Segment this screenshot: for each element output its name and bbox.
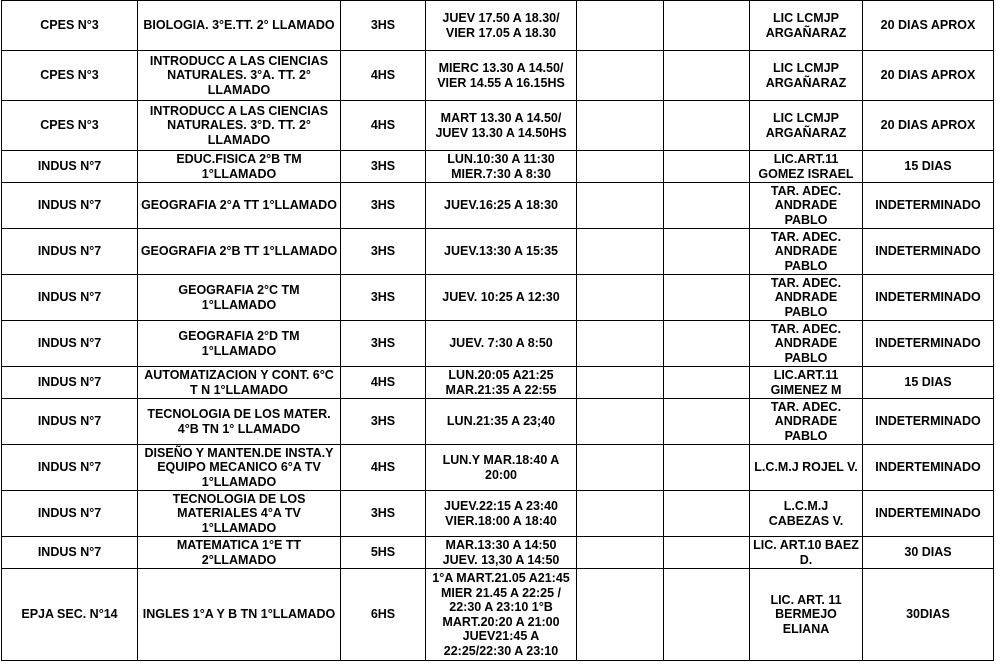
- cell-empty-b: [664, 51, 750, 101]
- cell-hours: 3HS: [341, 151, 426, 183]
- table-row: [2, 151, 994, 183]
- cell-leave: LIC. ART. 11 BERMEJO ELIANA: [750, 569, 863, 661]
- cell-empty-b: [664, 275, 750, 321]
- cell-empty-a: [577, 367, 664, 399]
- cell-institution: CPES N°3: [2, 51, 138, 101]
- cell-schedule: JUEV. 10:25 A 12:30: [426, 275, 577, 321]
- cell-institution: INDUS N°7: [2, 321, 138, 367]
- cell-hours: 6HS: [341, 569, 426, 661]
- cell-duration: INDETERMINADO: [863, 183, 994, 229]
- cell-subject: TECNOLOGIA DE LOS MATER. 4°B TN 1° LLAMADO: [138, 399, 341, 445]
- table-body: [2, 1, 994, 661]
- cell-hours: 3HS: [341, 399, 426, 445]
- cell-institution: INDUS N°7: [2, 537, 138, 569]
- table-row: [2, 1, 994, 51]
- table-row: [2, 229, 994, 275]
- cell-empty-a: [577, 491, 664, 537]
- cell-subject: AUTOMATIZACION Y CONT. 6°C T N 1°LLAMADO: [138, 367, 341, 399]
- cell-duration: 20 DIAS APROX: [863, 51, 994, 101]
- cell-duration: 15 DIAS: [863, 151, 994, 183]
- table-row: [2, 569, 994, 661]
- cell-schedule: MAR.13:30 A 14:50 JUEV. 13,30 A 14:50: [426, 537, 577, 569]
- cell-empty-b: [664, 537, 750, 569]
- cell-leave: TAR. ADEC. ANDRADE PABLO: [750, 183, 863, 229]
- cell-leave: L.C.M.J ROJEL V.: [750, 445, 863, 491]
- cell-schedule: LUN.20:05 A21:25 MAR.21:35 A 22:55: [426, 367, 577, 399]
- cell-subject: INGLES 1°A Y B TN 1°LLAMADO: [138, 569, 341, 661]
- cell-empty-a: [577, 51, 664, 101]
- cell-duration: INDERTEMINADO: [863, 445, 994, 491]
- cell-subject: BIOLOGIA. 3°E.TT. 2° LLAMADO: [138, 1, 341, 51]
- cell-schedule: LUN.21:35 A 23;40: [426, 399, 577, 445]
- cell-institution: EPJA SEC. N°14: [2, 569, 138, 661]
- cell-empty-a: [577, 1, 664, 51]
- cell-leave: TAR. ADEC. ANDRADE PABLO: [750, 399, 863, 445]
- cell-institution: INDUS N°7: [2, 275, 138, 321]
- cell-hours: 3HS: [341, 491, 426, 537]
- cell-empty-b: [664, 101, 750, 151]
- cell-institution: INDUS N°7: [2, 367, 138, 399]
- cell-schedule: MART 13.30 A 14.50/ JUEV 13.30 A 14.50HS: [426, 101, 577, 151]
- cell-schedule: LUN.Y MAR.18:40 A 20:00: [426, 445, 577, 491]
- cell-duration: 30 DIAS: [863, 537, 994, 569]
- cell-hours: 4HS: [341, 101, 426, 151]
- table-row: [2, 275, 994, 321]
- cell-schedule: JUEV.22:15 A 23:40 VIER.18:00 A 18:40: [426, 491, 577, 537]
- cell-empty-b: [664, 367, 750, 399]
- cell-empty-a: [577, 321, 664, 367]
- cell-hours: 4HS: [341, 367, 426, 399]
- cell-empty-b: [664, 183, 750, 229]
- cell-duration: INDETERMINADO: [863, 399, 994, 445]
- cell-duration: INDETERMINADO: [863, 275, 994, 321]
- cell-empty-a: [577, 151, 664, 183]
- cell-duration: 20 DIAS APROX: [863, 1, 994, 51]
- cell-hours: 5HS: [341, 537, 426, 569]
- table-row: [2, 491, 994, 537]
- cell-hours: 4HS: [341, 51, 426, 101]
- cell-empty-a: [577, 183, 664, 229]
- table-row: [2, 537, 994, 569]
- cell-empty-b: [664, 569, 750, 661]
- cell-schedule: JUEV.13:30 A 15:35: [426, 229, 577, 275]
- cell-schedule: JUEV.16:25 A 18:30: [426, 183, 577, 229]
- cell-schedule: JUEV 17.50 A 18.30/ VIER 17.05 A 18.30: [426, 1, 577, 51]
- cell-institution: CPES N°3: [2, 1, 138, 51]
- table-row: [2, 445, 994, 491]
- cell-schedule: 1°A MART.21.05 A21:45 MIER 21.45 A 22:25 / 22:30 A 23:10 1°B MART.20:20 A 21:00 JUEV21:45 A 22:25/22:30 A 23:10: [426, 569, 577, 661]
- cell-empty-b: [664, 445, 750, 491]
- cell-schedule: JUEV. 7:30 A 8:50: [426, 321, 577, 367]
- cell-leave: LIC LCMJP ARGAÑARAZ: [750, 1, 863, 51]
- cell-hours: 3HS: [341, 275, 426, 321]
- cell-empty-a: [577, 569, 664, 661]
- cell-empty-b: [664, 229, 750, 275]
- cell-empty-b: [664, 399, 750, 445]
- cell-schedule: MIERC 13.30 A 14.50/ VIER 14.55 A 16.15HS: [426, 51, 577, 101]
- cell-empty-a: [577, 399, 664, 445]
- cell-empty-b: [664, 321, 750, 367]
- cell-duration: INDETERMINADO: [863, 321, 994, 367]
- cell-subject: GEOGRAFIA 2°C TM 1°LLAMADO: [138, 275, 341, 321]
- cell-empty-a: [577, 537, 664, 569]
- cell-institution: INDUS N°7: [2, 229, 138, 275]
- cell-subject: GEOGRAFIA 2°D TM 1°LLAMADO: [138, 321, 341, 367]
- cell-institution: INDUS N°7: [2, 183, 138, 229]
- table-row: [2, 183, 994, 229]
- cell-leave: TAR. ADEC. ANDRADE PABLO: [750, 229, 863, 275]
- cell-leave: TAR. ADEC. ANDRADE PABLO: [750, 275, 863, 321]
- cell-leave: LIC LCMJP ARGAÑARAZ: [750, 51, 863, 101]
- cell-duration: INDERTEMINADO: [863, 491, 994, 537]
- cell-duration: 15 DIAS: [863, 367, 994, 399]
- cell-subject: EDUC.FISICA 2°B TM 1°LLAMADO: [138, 151, 341, 183]
- table-row: [2, 101, 994, 151]
- cell-empty-a: [577, 275, 664, 321]
- cell-subject: INTRODUCC A LAS CIENCIAS NATURALES. 3°A. TT. 2° LLAMADO: [138, 51, 341, 101]
- table-row: [2, 399, 994, 445]
- table-row: [2, 367, 994, 399]
- cell-leave: LIC. ART.10 BAEZ D.: [750, 537, 863, 569]
- cell-duration: INDETERMINADO: [863, 229, 994, 275]
- cell-leave: L.C.M.J CABEZAS V.: [750, 491, 863, 537]
- cell-subject: GEOGRAFIA 2°A TT 1°LLAMADO: [138, 183, 341, 229]
- cell-empty-a: [577, 445, 664, 491]
- cell-subject: DISEÑO Y MANTEN.DE INSTA.Y EQUIPO MECANICO 6°A TV 1°LLAMADO: [138, 445, 341, 491]
- cell-subject: MATEMATICA 1°E TT 2°LLAMADO: [138, 537, 341, 569]
- cell-hours: 4HS: [341, 445, 426, 491]
- cell-hours: 3HS: [341, 183, 426, 229]
- cell-institution: INDUS N°7: [2, 399, 138, 445]
- cell-duration: 20 DIAS APROX: [863, 101, 994, 151]
- cell-subject: INTRODUCC A LAS CIENCIAS NATURALES. 3°D. TT. 2° LLAMADO: [138, 101, 341, 151]
- cell-empty-b: [664, 491, 750, 537]
- cell-hours: 3HS: [341, 1, 426, 51]
- cell-institution: INDUS N°7: [2, 491, 138, 537]
- cell-hours: 3HS: [341, 321, 426, 367]
- cell-empty-a: [577, 229, 664, 275]
- cell-leave: LIC.ART.11 GOMEZ ISRAEL: [750, 151, 863, 183]
- cell-institution: INDUS N°7: [2, 151, 138, 183]
- cell-subject: GEOGRAFIA 2°B TT 1°LLAMADO: [138, 229, 341, 275]
- vacancy-table: [1, 0, 994, 661]
- cell-hours: 3HS: [341, 229, 426, 275]
- table-row: [2, 321, 994, 367]
- cell-duration: 30DIAS: [863, 569, 994, 661]
- cell-leave: LIC LCMJP ARGAÑARAZ: [750, 101, 863, 151]
- table-row: [2, 51, 994, 101]
- cell-schedule: LUN.10:30 A 11:30 MIER.7:30 A 8:30: [426, 151, 577, 183]
- cell-empty-b: [664, 1, 750, 51]
- cell-institution: INDUS N°7: [2, 445, 138, 491]
- cell-institution: CPES N°3: [2, 101, 138, 151]
- cell-subject: TECNOLOGIA DE LOS MATERIALES 4°A TV 1°LLAMADO: [138, 491, 341, 537]
- cell-empty-b: [664, 151, 750, 183]
- cell-leave: LIC.ART.11 GIMENEZ M: [750, 367, 863, 399]
- cell-empty-a: [577, 101, 664, 151]
- cell-leave: TAR. ADEC. ANDRADE PABLO: [750, 321, 863, 367]
